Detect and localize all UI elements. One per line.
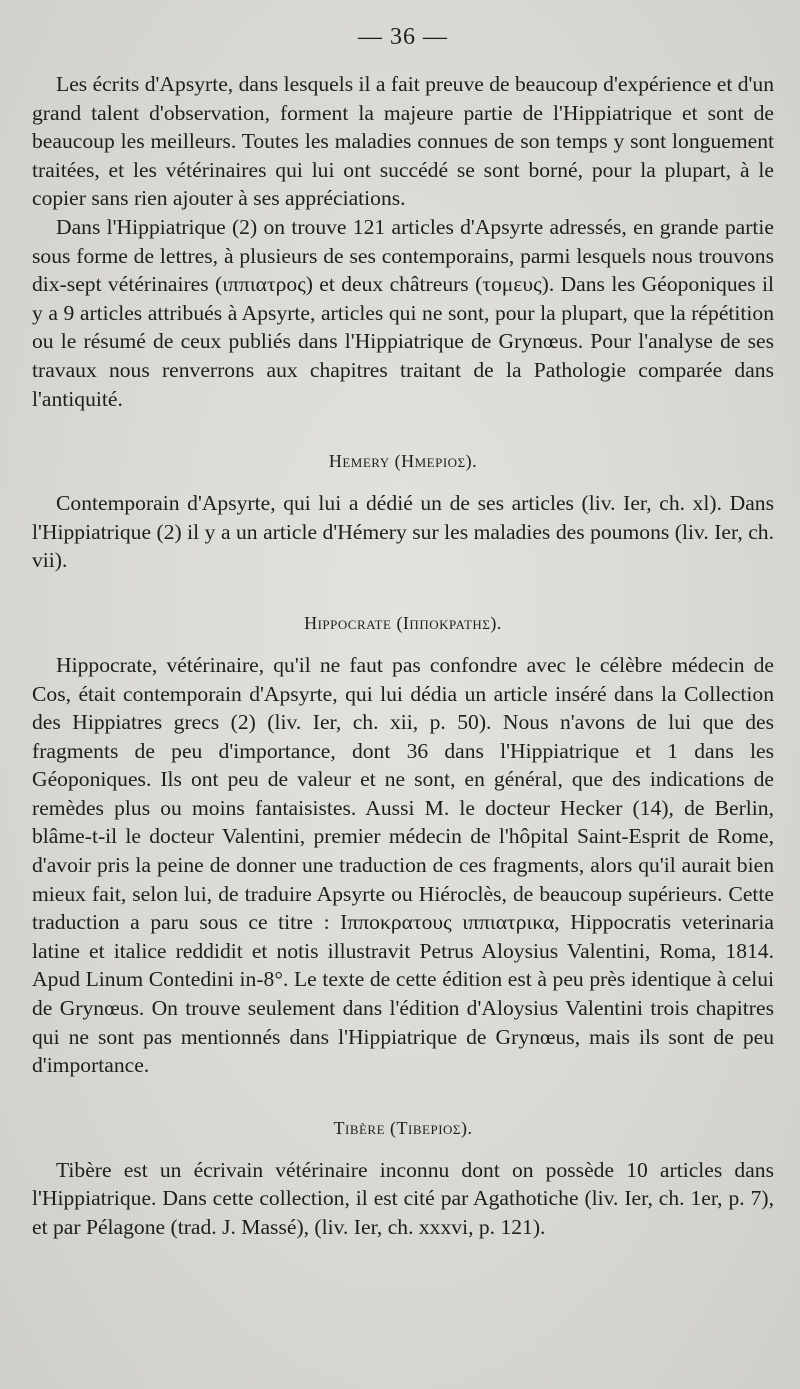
- paragraph-apsyrte-writings: Les écrits d'Apsyrte, dans lesquels il a fait preuve de beaucoup d'expérience et d'un grand talent d'observation, forment la majeure partie de l'Hippiatrique et sont de beaucoup les meilleurs. Toutes les maladies connues de son temps y sont longuement traitées, et les vétérinaires qui lui ont succédé se sont borné, pour la plupart, à le copier sans rien ajouter à ses appréciations.: [32, 72, 775, 211]
- heading-text: Tibère (Τιβεριος).: [333, 1117, 473, 1138]
- heading-text: Hippocrate (Ιπποκρατης).: [304, 612, 502, 633]
- paragraph-hemery: Contemporain d'Apsyrte, qui lui a dédié un de ses articles (liv. Ier, ch. xl). Dans l'Hippiatrique (2) il y a un article d'Hémery sur les maladies des poumons (liv. Ier, ch. vii).: [32, 491, 774, 573]
- section-tibere: [32, 1114, 774, 1242]
- paragraph-apsyrte-articles: Dans l'Hippiatrique (2) on trouve 121 articles d'Apsyrte adressés, en grande partie sous forme de lettres, à plusieurs de ses contemporains, parmi lesquels nous trouvons dix-sept vétérinaires (ιππιατρος) et deux châtreurs (τομευς). Dans les Géoponiques il y a 9 articles attribués à Apsyrte, articles qui ne sont, pour la plupart, que la répétition ou le résumé de ceux publiés dans l'Hippiatrique de Grynœus. Pour l'analyse de ses travaux nous renverrons aux chapitres traitant de la Pathologie comparée dans l'antiquité.: [32, 214, 774, 411]
- paragraph-hippocrate: Hippocrate, vétérinaire, qu'il ne faut pas confondre avec le célèbre médecin de Cos, était contemporain d'Apsyrte, qui lui dédia un article inséré dans la Collection des Hippiatres grecs (2) (liv. Ier, ch. xii, p. 50). Nous n'avons de lui que des fragments de peu d'importance, dont 36 dans l'Hippiatrique et 1 dans les Géoponiques. Ils ont peu de valeur et ne sont, en général, que des indications de remèdes plus ou moins fantaisistes. Aussi M. le docteur Hecker (14), de Berlin, blâme-t-il le docteur Valentini, premier médecin de l'hôpital Saint-Esprit de Rome, d'avoir pris la peine de donner une traduction de ces fragments, alors qu'il aurait bien mieux fait, selon lui, de traduire Apsyrte ou Hiéroclès, de beaucoup supérieurs. Cette traduction a paru sous ce titre : Ιπποκρατους ιππιατρικα, Hippocratis veterinaria latine et italice reddidit et notis illustravit Petrus Aloysius Valentini, Roma, 1814. Apud Linum Contedini in-8°. Le texte de cette édition est à peu près identique à celui de Grynœus. On trouve seulement dans l'édition d'Aloysius Valentini trois chapitres qui ne sont pas mentionnés dans l'Hippiatrique de Grynœus, mais ils sont de peu d'importance.: [32, 652, 774, 1078]
- heading-text: Hemery (Ημεριος).: [328, 451, 478, 472]
- section-hemery: [32, 447, 774, 575]
- page-number: — 36 —: [358, 24, 448, 50]
- section-heading-hemery: [32, 447, 774, 475]
- paragraph-tibere: Tibère est un écrivain vétérinaire inconnu dont on possède 10 articles dans l'Hippiatrique. Dans cette collection, il est cité par Agathotiche (liv. Ier, ch. 1er, p. 7), et par Pélagone (trad. J. Massé), (liv. Ier, ch. xxxvi, p. 121).: [32, 1157, 774, 1239]
- section-heading-hippocrate: [32, 609, 774, 637]
- section-hippocrate: [32, 609, 774, 1080]
- section-heading-tibere: [32, 1114, 774, 1142]
